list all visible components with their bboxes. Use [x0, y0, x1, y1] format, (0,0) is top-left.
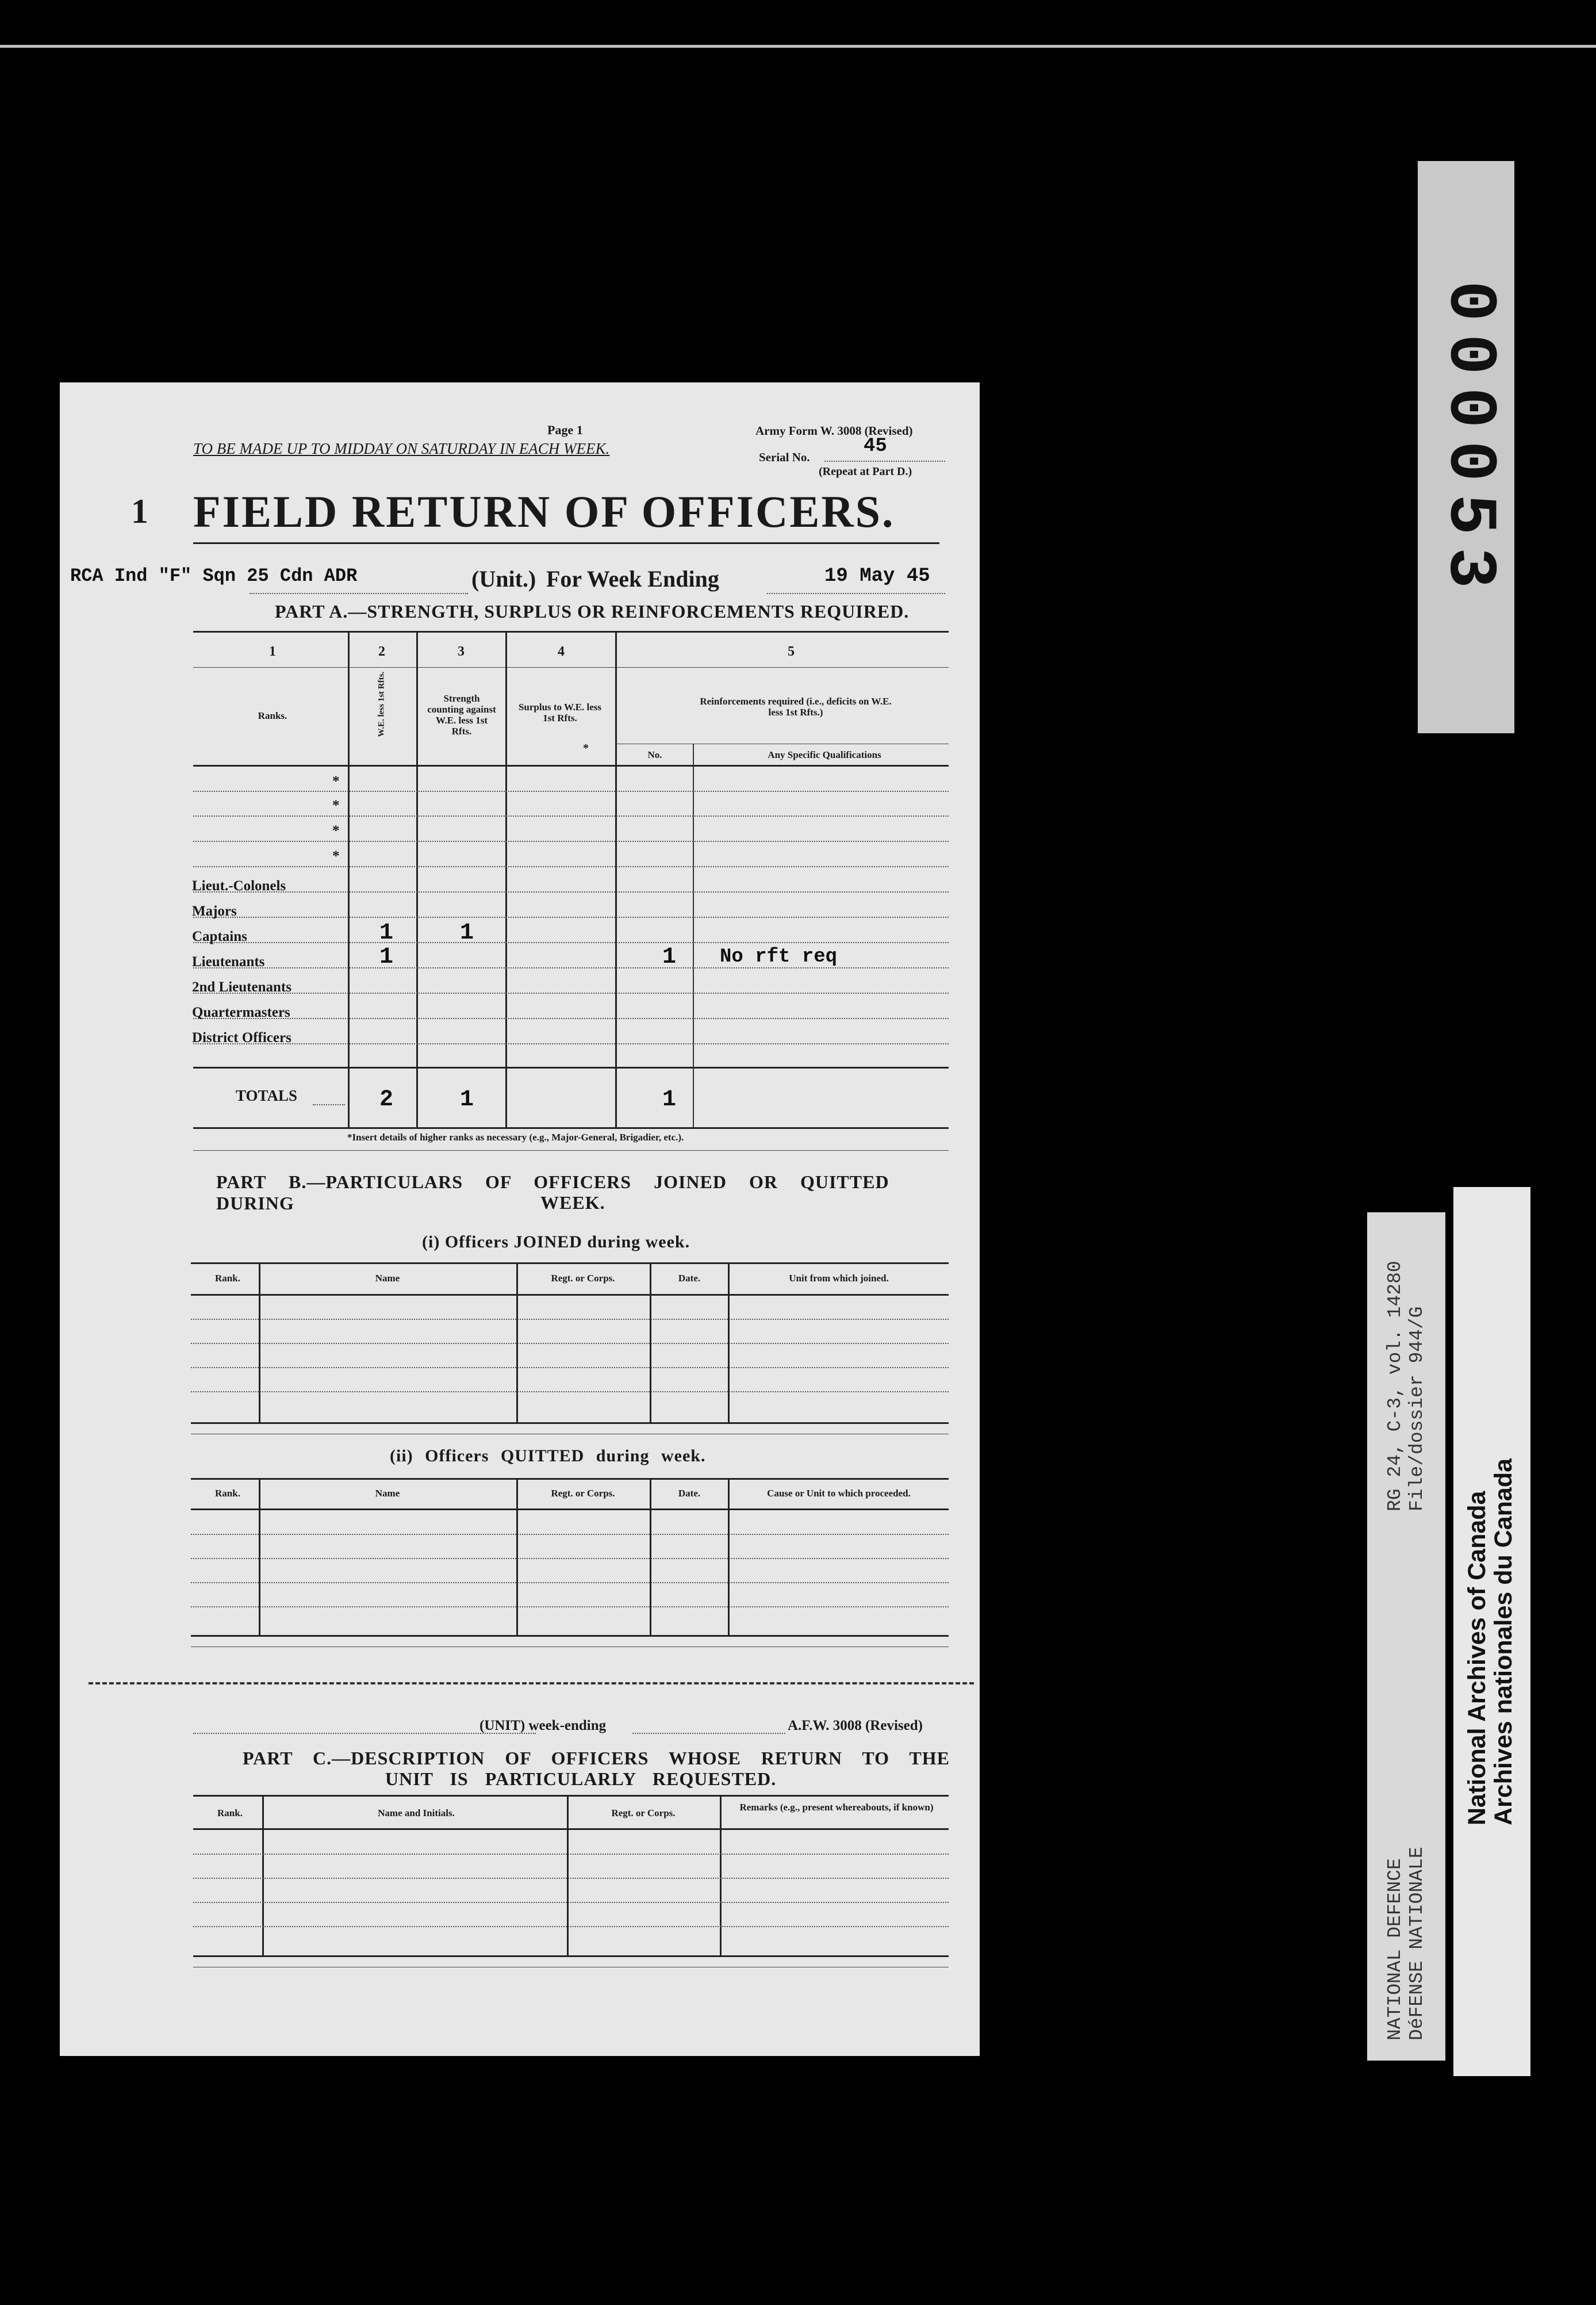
unit-label: (Unit.)	[471, 566, 536, 592]
frame-number	[1430, 201, 1507, 661]
rank-lieutenants: Lieutenants	[192, 954, 265, 970]
lieutenants-qualification-value: No rft req	[720, 946, 838, 968]
dept-line-2: DéFENSE NATIONALE	[1406, 1847, 1428, 2040]
joined-col-name: Name	[375, 1273, 400, 1284]
star-row-3: *	[332, 823, 340, 838]
col-header-no: No.	[647, 749, 662, 760]
col-number-4: 4	[558, 644, 565, 659]
totals-reinf-no-value: 1	[662, 1087, 677, 1113]
quitted-col-date: Date.	[678, 1488, 701, 1499]
scanner-top-line	[0, 45, 1596, 48]
form-title: FIELD RETURN OF OFFICERS.	[193, 487, 895, 537]
field-return-form	[60, 382, 980, 2056]
archive-reference-label	[1367, 1212, 1445, 2061]
part-a-top-rule	[193, 631, 949, 633]
rank-quartermasters: Quartermasters	[192, 1005, 290, 1020]
week-ending-label: For Week Ending	[546, 566, 719, 592]
col-header-strength: Strength counting against W.E. less 1st Rfts.	[427, 693, 496, 737]
week-ending-value: 19 May 45	[824, 565, 930, 587]
col-number-5: 5	[788, 644, 795, 659]
joined-col-rank: Rank.	[215, 1273, 240, 1284]
archives-name-english: National Archives of Canada	[1463, 1491, 1491, 1825]
unit-dotline	[250, 593, 468, 594]
quitted-col-rank: Rank.	[215, 1488, 240, 1499]
part-a-title: PART A.—STRENGTH, SURPLUS OR REINFORCEMENTS REQUIRED.	[275, 601, 910, 622]
part-c-form-ref: A.F.W. 3008 (Revised)	[788, 1718, 923, 1733]
quitted-title: (ii) Officers QUITTED during week.	[390, 1446, 706, 1465]
unit-value: RCA Ind "F" Sqn 25 Cdn ADR	[70, 565, 358, 587]
part-b-title-line1: PART B.—PARTICULARS OF OFFICERS JOINED OR QUITTED DURING	[216, 1171, 889, 1213]
part-c-col-name: Name and Initials.	[378, 1808, 455, 1818]
col-header-surplus: Surplus to W.E. less 1st Rfts.	[518, 702, 602, 723]
part-b-title-line2: WEEK.	[540, 1192, 605, 1213]
lieutenants-reinf-no-value: 1	[662, 944, 677, 970]
captains-strength-value: 1	[460, 920, 474, 946]
perforation-line	[89, 1682, 974, 1684]
quitted-col-name: Name	[375, 1488, 400, 1499]
star-row-1: *	[332, 774, 340, 789]
rank-lieut-colonels: Lieut.-Colonels	[192, 878, 286, 894]
dept-line-1: NATIONAL DEFENCE	[1384, 1858, 1406, 2040]
reference-line-2: File/dossier 944/G	[1406, 1306, 1428, 1511]
serial-note: (Repeat at Part D.)	[819, 465, 912, 478]
joined-col-regt: Regt. or Corps.	[551, 1273, 615, 1284]
rank-2nd-lieutenants: 2nd Lieutenants	[192, 979, 291, 995]
part-c-col-remarks: Remarks (e.g., present whereabouts, if known)	[739, 1802, 934, 1813]
reference-line-1: RG 24, C-3, vol. 14280	[1384, 1261, 1406, 1511]
part-c-col-rank: Rank.	[217, 1808, 243, 1818]
col-header-reinforcements: Reinforcements required (i.e., deficits on W.E. less 1st Rfts.)	[700, 696, 892, 718]
rank-majors: Majors	[192, 903, 237, 919]
part-a-footnote: *Insert details of higher ranks as necessary (e.g., Major-General, Brigadier, etc.).	[347, 1132, 684, 1143]
quitted-col-regt: Regt. or Corps.	[551, 1488, 615, 1499]
surplus-star: *	[583, 742, 589, 755]
col-header-qualifications: Any Specific Qualifications	[768, 749, 881, 760]
star-row-4: *	[332, 848, 340, 864]
week-dotline	[767, 593, 945, 594]
joined-col-unit: Unit from which joined.	[789, 1273, 889, 1284]
archives-name-french: Archives nationales du Canada	[1490, 1458, 1517, 1825]
instruction-text: TO BE MADE UP TO MIDDAY ON SATURDAY IN EACH WEEK.	[193, 440, 610, 457]
national-archives-label	[1453, 1187, 1530, 2076]
quitted-col-cause: Cause or Unit to which proceeded.	[767, 1488, 911, 1499]
joined-title: (i) Officers JOINED during week.	[422, 1232, 690, 1251]
captains-we-value: 1	[379, 920, 394, 946]
totals-we-value: 2	[379, 1087, 394, 1113]
joined-col-date: Date.	[678, 1273, 701, 1284]
title-underline	[193, 542, 939, 544]
rank-district-officers: District Officers	[192, 1030, 291, 1046]
totals-strength-value: 1	[460, 1087, 474, 1113]
frame-digits: 000053	[1430, 281, 1507, 601]
col-number-3: 3	[458, 644, 465, 659]
col-header-ranks: Ranks.	[258, 710, 287, 721]
army-form-number: Army Form W. 3008 (Revised)	[755, 424, 913, 438]
lieutenants-we-value: 1	[379, 944, 394, 970]
totals-label: TOTALS	[236, 1087, 298, 1104]
serial-label: Serial No.	[759, 450, 810, 464]
star-row-2: *	[332, 798, 340, 813]
rank-captains: Captains	[192, 929, 247, 944]
col-header-we: W.E. less 1st Rfts.	[377, 671, 386, 737]
col-number-1: 1	[269, 644, 276, 659]
part-c-col-regt: Regt. or Corps.	[611, 1808, 676, 1818]
col-number-2: 2	[378, 644, 385, 659]
serial-value: 45	[864, 435, 887, 457]
part-c-unit-line: (UNIT) week-ending	[479, 1718, 607, 1733]
page-number: Page 1	[547, 423, 583, 437]
serial-dotline	[824, 461, 945, 462]
part-c-title-line2: UNIT IS PARTICULARLY REQUESTED.	[385, 1768, 777, 1789]
margin-mark: 1	[131, 492, 150, 530]
part-c-title-line1: PART C.—DESCRIPTION OF OFFICERS WHOSE RETURN TO THE	[243, 1748, 950, 1768]
